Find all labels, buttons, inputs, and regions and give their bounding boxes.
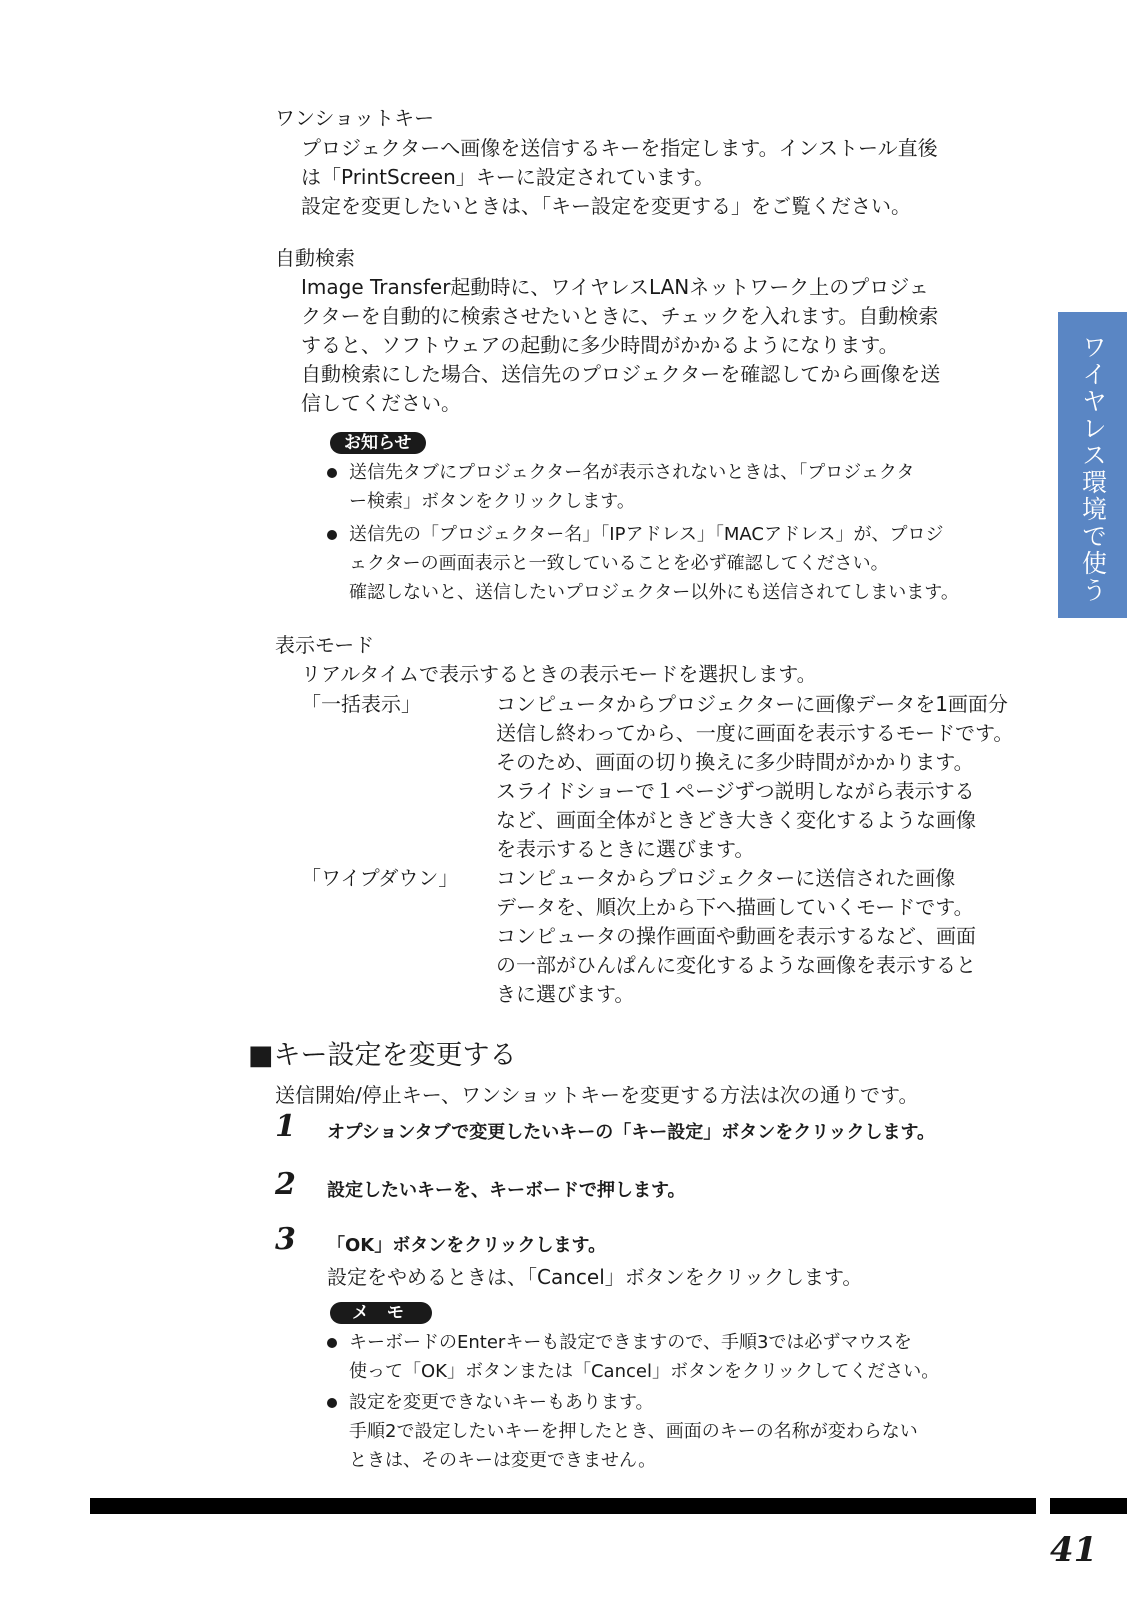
text-line: そのため、画面の切り換えに多少時間がかかります。: [496, 750, 974, 774]
text-line: は「PrintScreen」キーに設定されています。: [301, 165, 715, 189]
text-line: 確認しないと、送信したいプロジェクター以外にも送信されてしまいます。: [349, 582, 959, 603]
step-number: 3: [275, 1222, 296, 1257]
display-mode-term: 表示モード: [275, 633, 375, 657]
mode-row: [301, 690, 1036, 864]
text-line: ときは、そのキーは変更できません。: [349, 1450, 657, 1471]
step-text: オプションタブで変更したいキーの「キー設定」ボタンをクリックします。: [327, 1122, 936, 1143]
text-line: 設定を変更できないキーもあります。: [349, 1392, 654, 1413]
step-2: [275, 1167, 686, 1204]
step-3-subtext: 設定をやめるときは、「Cancel」ボタンをクリックします。: [327, 1265, 863, 1289]
mode-label: 「一括表示」: [301, 692, 421, 716]
text-line: きに選びます。: [496, 982, 635, 1006]
step-1: [275, 1109, 936, 1146]
text-line: クターを自動的に検索させたいときに、チェックを入れます。自動検索: [301, 304, 939, 328]
footer-rule-right: [1050, 1498, 1127, 1514]
text-line: 設定を変更したいときは、「キー設定を変更する」をご覧ください。: [301, 194, 911, 218]
text-line: コンピュータの操作画面や動画を表示するなど、画面: [496, 924, 976, 948]
text-line: など、画面全体がときどき大きく変化するような画像: [496, 808, 976, 832]
step-text: 「OK」ボタンをクリックします。: [327, 1235, 607, 1256]
auto-search-term: 自動検索: [275, 246, 355, 270]
mode-description: [496, 690, 1036, 864]
notice-label: お知らせ: [330, 432, 426, 454]
mode-label: 「ワイプダウン」: [301, 866, 459, 890]
mode-description: [496, 864, 1036, 1009]
one-shot-key-description: [301, 134, 1041, 221]
footer-rule: [90, 1498, 1036, 1514]
text-line: 送信し終わってから、一度に画面を表示するモードです。: [496, 721, 1014, 745]
text-line: 信してください。: [301, 391, 461, 415]
step-3: [275, 1222, 607, 1259]
text-line: コンピュータからプロジェクターに送信された画像: [496, 866, 956, 890]
memo-label: メ モ: [330, 1302, 432, 1324]
side-tab-label: ワイヤレス環境で使う: [1078, 334, 1108, 604]
bullet-icon: [327, 530, 337, 540]
text-line: ー検索」ボタンをクリックします。: [349, 491, 635, 512]
text-line: の一部がひんぱんに変化するような画像を表示すると: [496, 953, 976, 977]
text-line: Image Transfer起動時に、ワイヤレスLANネットワーク上のプロジェ: [301, 275, 929, 299]
text-line: 使って「OK」ボタンまたは「Cancel」ボタンをクリックしてください。: [349, 1361, 940, 1382]
one-shot-key-term: ワンショットキー: [275, 106, 435, 130]
bullet-icon: [327, 1398, 337, 1408]
notice-badge: [330, 432, 426, 454]
mode-row: [301, 864, 1036, 1009]
list-item: [325, 458, 1045, 516]
text-line: 送信先の「プロジェクター名」「IPアドレス」「MACアドレス」が、プロジ: [349, 524, 944, 545]
text-line: を表示するときに選びます。: [496, 837, 755, 861]
display-mode-intro: リアルタイムで表示するときの表示モードを選択します。: [301, 662, 817, 686]
text-line: スライドショーで１ページずつ説明しながら表示する: [496, 779, 975, 803]
section-intro: 送信開始/停止キー、ワンショットキーを変更する方法は次の通りです。: [275, 1083, 919, 1107]
step-number: 2: [275, 1167, 296, 1202]
text-line: データを、順次上から下へ描画していくモードです。: [496, 895, 974, 919]
step-number: 1: [275, 1109, 296, 1144]
text-line: すると、ソフトウェアの起動に多少時間がかかるようになります。: [301, 333, 899, 357]
text-line: 自動検索にした場合、送信先のプロジェクターを確認してから画像を送: [301, 362, 941, 386]
list-item: [325, 1328, 1045, 1386]
memo-badge: [330, 1302, 432, 1324]
memo-list: [325, 1328, 1045, 1475]
bullet-icon: [327, 468, 337, 478]
list-item: [325, 1388, 1045, 1475]
text-line: プロジェクターへ画像を送信するキーを指定します。インストール直後: [301, 136, 938, 160]
section-heading: ■キー設定を変更する: [248, 1040, 517, 1071]
notice-list: [325, 458, 1045, 607]
section-side-tab: [1058, 312, 1127, 618]
auto-search-description: [301, 273, 1041, 418]
list-item: [325, 520, 1045, 607]
text-line: ェクターの画面表示と一致していることを必ず確認してください。: [349, 553, 889, 574]
text-line: キーボードのEnterキーも設定できますので、手順3では必ずマウスを: [349, 1332, 912, 1353]
bullet-icon: [327, 1338, 337, 1348]
step-text: 設定したいキーを、キーボードで押します。: [327, 1180, 686, 1201]
page-number: 41: [1050, 1530, 1098, 1570]
text-line: 手順2で設定したいキーを押したとき、画面のキーの名称が変わらない: [349, 1421, 918, 1442]
display-mode-table: [301, 690, 1036, 1009]
text-line: 送信先タブにプロジェクター名が表示されないときは、「プロジェクタ: [349, 462, 915, 483]
text-line: コンピュータからプロジェクターに画像データを1画面分: [496, 692, 1008, 716]
